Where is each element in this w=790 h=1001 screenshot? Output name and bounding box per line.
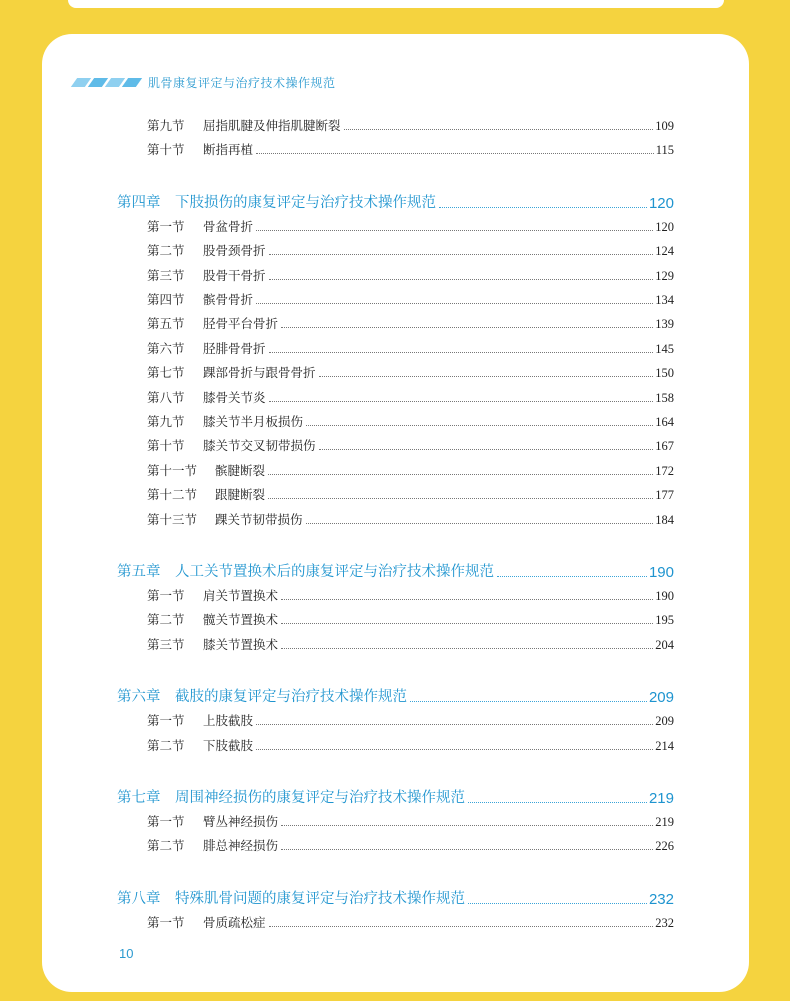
section-title: 骨盆骨折	[203, 218, 254, 234]
toc-section-entry[interactable]	[147, 290, 674, 308]
section-number: 第三节	[147, 267, 185, 283]
toc-section-entry[interactable]	[147, 736, 674, 754]
toc-chapter-entry[interactable]	[117, 685, 674, 706]
toc-section-entry[interactable]	[147, 711, 674, 729]
section-page-number: 226	[655, 839, 674, 854]
section-title: 肩关节置换术	[203, 588, 279, 603]
toc-chapter-entry[interactable]	[117, 191, 674, 212]
dot-leader	[410, 701, 647, 702]
toc-chapter-entry[interactable]	[117, 560, 674, 581]
toc-section-entry[interactable]	[147, 610, 674, 628]
dot-leader	[281, 825, 653, 826]
toc-section-entry[interactable]	[147, 339, 674, 357]
dot-leader	[269, 352, 654, 353]
header-stripes-decoration	[74, 78, 142, 87]
section-title: 髋关节置换术	[203, 612, 279, 628]
section-title: 上肢截肢	[203, 713, 254, 729]
dot-leader	[269, 926, 654, 927]
chapter-number: 第八章	[117, 890, 161, 907]
section-number: 第十节	[147, 438, 185, 454]
section-page-number: 134	[655, 293, 674, 307]
dot-leader	[269, 254, 654, 255]
section-title: 踝关节韧带损伤	[215, 511, 303, 527]
toc-section-entry[interactable]	[147, 510, 674, 528]
section-page-number: 172	[655, 463, 674, 478]
dot-leader	[281, 849, 653, 850]
section-number: 第一节	[147, 588, 185, 603]
toc-section-entry[interactable]	[147, 461, 674, 479]
dot-leader	[256, 724, 653, 725]
section-number: 第二节	[147, 737, 185, 753]
chapter-title: 人工关节置换术后的康复评定与治疗技术操作规范	[175, 564, 494, 580]
toc-section-entry[interactable]	[147, 412, 674, 430]
section-page-number: 190	[655, 589, 674, 603]
section-number: 第一节	[147, 814, 185, 829]
dot-leader	[281, 623, 653, 624]
section-number: 第十二节	[147, 487, 198, 503]
section-title: 髌骨骨折	[203, 292, 254, 307]
section-number: 第十三节	[147, 511, 198, 527]
section-title: 膝关节置换术	[203, 636, 279, 652]
dot-leader	[269, 401, 654, 402]
toc-section-entry[interactable]	[147, 812, 674, 830]
toc-section-entry[interactable]	[147, 116, 674, 134]
section-page-number: 124	[655, 244, 674, 259]
running-header-title: 肌骨康复评定与治疗技术操作规范	[148, 75, 336, 90]
toc-section-entry[interactable]	[147, 635, 674, 653]
section-page-number: 204	[655, 637, 674, 652]
section-number: 第十一节	[147, 462, 198, 478]
dot-leader	[269, 279, 654, 280]
toc-chapter-entry[interactable]	[117, 786, 674, 807]
section-page-number: 120	[655, 219, 674, 234]
section-page-number: 150	[655, 366, 674, 381]
dot-leader	[281, 327, 653, 328]
section-page-number: 232	[655, 915, 674, 930]
toc-section-entry[interactable]	[147, 586, 674, 604]
toc-section-entry[interactable]	[147, 266, 674, 284]
dot-leader	[306, 425, 653, 426]
section-page-number: 209	[655, 714, 674, 729]
section-title: 断指再植	[203, 142, 254, 158]
section-page-number: 167	[655, 439, 674, 454]
toc-section-entry[interactable]	[147, 140, 674, 158]
chapter-number: 第六章	[117, 689, 161, 706]
chapter-number: 第七章	[117, 790, 161, 806]
header-stripe	[122, 78, 142, 87]
toc-section-entry[interactable]	[147, 388, 674, 406]
section-number: 第四节	[147, 292, 185, 307]
dot-leader	[344, 129, 654, 130]
chapter-title: 截肢的康复评定与治疗技术操作规范	[175, 689, 407, 706]
section-page-number: 158	[655, 390, 674, 405]
section-title: 股骨颈骨折	[203, 243, 266, 259]
section-title: 膝关节交叉韧带损伤	[203, 438, 316, 454]
section-title: 膝关节半月板损伤	[203, 414, 304, 429]
section-page-number: 214	[655, 738, 674, 753]
dot-leader	[281, 599, 653, 600]
dot-leader	[256, 303, 653, 304]
section-page-number: 219	[655, 815, 674, 829]
section-number: 第九节	[147, 118, 185, 133]
section-title: 跟腱断裂	[215, 487, 266, 503]
section-number: 第十节	[147, 142, 185, 158]
running-header	[74, 72, 336, 92]
section-title: 下肢截肢	[203, 737, 254, 753]
dot-leader	[268, 474, 653, 475]
toc-chapter-entry[interactable]	[117, 887, 674, 908]
chapter-page-number: 219	[648, 790, 674, 807]
section-title: 屈指肌腱及伸指肌腱断裂	[203, 118, 341, 133]
top-edge-strip	[68, 0, 724, 8]
toc-section-entry[interactable]	[147, 241, 674, 259]
section-page-number: 177	[655, 488, 674, 503]
section-title: 膝骨关节炎	[203, 389, 266, 405]
toc-section-entry[interactable]	[147, 217, 674, 235]
chapter-page-number: 120	[648, 194, 674, 212]
section-title: 髌腱断裂	[215, 462, 266, 478]
dot-leader	[468, 802, 647, 803]
section-page-number: 129	[655, 268, 674, 283]
dot-leader	[468, 903, 647, 904]
chapter-page-number: 232	[648, 890, 674, 908]
section-page-number: 145	[655, 341, 674, 356]
toc-section-entry[interactable]	[147, 485, 674, 503]
section-title: 踝部骨折与跟骨骨折	[203, 365, 316, 381]
dot-leader	[439, 207, 647, 208]
chapter-number: 第五章	[117, 564, 161, 580]
dot-leader	[319, 376, 654, 377]
section-page-number: 164	[655, 415, 674, 429]
toc-section-entry[interactable]	[147, 436, 674, 454]
toc-page	[42, 34, 749, 992]
dot-leader	[256, 230, 653, 231]
dot-leader	[256, 749, 653, 750]
section-page-number: 115	[655, 143, 674, 158]
section-page-number: 184	[655, 512, 674, 527]
chapter-page-number: 190	[648, 564, 674, 581]
section-page-number: 109	[655, 119, 674, 133]
toc-section-entry[interactable]	[147, 314, 674, 332]
section-title: 腓总神经损伤	[203, 838, 279, 854]
chapter-page-number: 209	[648, 689, 674, 707]
section-number: 第二节	[147, 612, 185, 628]
toc-section-entry[interactable]	[147, 363, 674, 381]
section-number: 第三节	[147, 636, 185, 652]
section-number: 第一节	[147, 914, 185, 930]
section-page-number: 195	[655, 613, 674, 628]
chapter-title: 周围神经损伤的康复评定与治疗技术操作规范	[175, 790, 465, 806]
section-number: 第一节	[147, 218, 185, 234]
dot-leader	[281, 648, 653, 649]
page-number: 10	[119, 946, 134, 961]
section-number: 第二节	[147, 838, 185, 854]
section-number: 第五节	[147, 316, 185, 332]
dot-leader	[268, 498, 653, 499]
dot-leader	[306, 523, 654, 524]
chapter-title: 下肢损伤的康复评定与治疗技术操作规范	[175, 194, 436, 211]
chapter-title: 特殊肌骨问题的康复评定与治疗技术操作规范	[175, 890, 465, 907]
section-number: 第二节	[147, 243, 185, 259]
section-title: 胫骨平台骨折	[203, 316, 279, 332]
toc-section-entry[interactable]	[147, 836, 674, 854]
section-title: 骨质疏松症	[203, 914, 266, 930]
section-number: 第八节	[147, 389, 185, 405]
section-number: 第七节	[147, 365, 185, 381]
section-number: 第六节	[147, 340, 185, 356]
section-page-number: 139	[655, 317, 674, 332]
dot-leader	[497, 576, 647, 577]
chapter-number: 第四章	[117, 194, 161, 211]
dot-leader	[256, 153, 654, 154]
dot-leader	[319, 449, 654, 450]
section-title: 股骨干骨折	[203, 267, 266, 283]
section-number: 第一节	[147, 713, 185, 729]
section-number: 第九节	[147, 414, 185, 429]
section-title: 臂丛神经损伤	[203, 814, 279, 829]
section-title: 胫腓骨骨折	[203, 340, 266, 356]
toc-section-entry[interactable]	[147, 913, 674, 931]
